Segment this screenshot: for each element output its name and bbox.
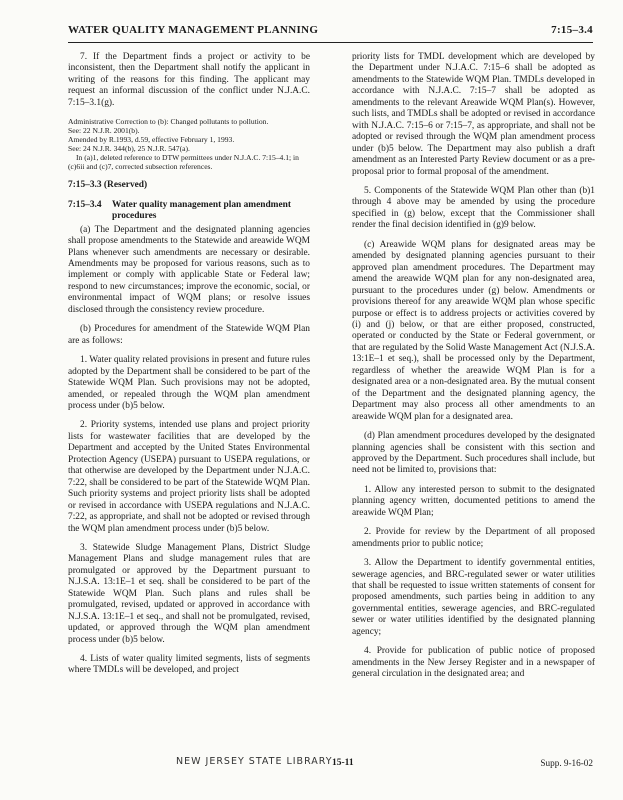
page-footer	[68, 756, 593, 778]
paragraph-b2: 2. Priority systems, intended use plans and project priority lists for wastewater facilities that are developed by the Department and accepted by the United States Environmental Protection Agency (USEPA) pursuant to USEPA regulations, or that otherwise are developed by the Department under N.J.A.C. 7:22, shall be considered to be part of the Statewide WQM Plan. Such priority systems and project priority lists shall be adopted or revised in accordance with USEPA regulations and N.J.A.C. 7:22, as appropriate, and shall not be adopted or revised through the WQM plan amendment process under (b)5 below.	[68, 420, 310, 534]
header-section-number: 7:15–3.4	[551, 24, 593, 36]
header-title: WATER QUALITY MANAGEMENT PLANNING	[68, 24, 319, 36]
paragraph-b1: 1. Water quality related provisions in present and future rules adopted by the Department shall be considered to be part of the Statewide WQM Plan. Such provisions may not be adopted, amended, or repealed through the WQM plan amendment process under (b)5 below.	[68, 355, 310, 411]
section-3-4-heading	[68, 200, 310, 223]
history-notes	[68, 117, 310, 171]
paragraph-b4: 4. Lists of water quality limited segments, lists of segments where TMDLs will be developed, and project	[68, 654, 310, 676]
paragraph-c: (c) Areawide WQM plans for designated areas may be amended by designated planning agencies pursuant to their approved plan amendment procedures. The Department may amend the areawide WQM plan for any non-designated area, pursuant to the procedures under (g) below. Amendments or provisions thereof for any areawide WQM plan whose specific purpose or effect is to address projects or activities covered by (i) and (j) below, or that are either proposed, constructed, operated or conducted by the State or Federal government, or that are regulated by the Solid Waste Management Act (N.J.S.A. 13:1E–1 et seq.), shall be processed only by the Department, regardless of whether the areawide WQM Plan is for a designated area or a non-designated area. By the mutual consent of the Department and the designated planning agency, the Department may also process all other amendments to an areawide WQM plan for a designated area.	[352, 239, 595, 422]
right-column	[352, 52, 595, 689]
paragraph-a: (a) The Department and the designated planning agencies shall propose amendments to the Statewide and areawide WQM Plans whenever such amendments are necessary or desirable. Amendments may be proposed for various reasons, such as to implement or comply with applicable State or Federal law; respond to new circumstances; improve the economic, social, or environmental impact of WQM plans; or resolve issues disclosed through the consistency review procedure.	[68, 224, 310, 315]
paragraph-b4-continued: priority lists for TMDL development which are developed by the Department under N.J.A.C. 7:15–6 shall be adopted as amendments to the Statewide WQM Plan. TMDLs developed in accordance with N.J.A.C. 7:15–7 shall be adopted as amendments to the relevant Areawide WQM Plan(s). However, such lists, and TMDLs shall be adopted or revised in accordance with N.J.A.C. 7:15–6 or 7:15–7, as appropriate, and shall not be adopted or revised through the WQM plan amendment process under (b)5 below. The Department may also publish a draft amendment as an Interested Party Review document or as a pre-proposal prior to formal proposal of the amendment.	[352, 52, 595, 177]
history-note: Amended by R.1993, d.59, effective February 1, 1993.	[68, 135, 235, 145]
paragraph-d3: 3. Allow the Department to identify governmental entities, sewerage agencies, and BRC-regulated sewer or water utilities that shall be requested to issue written statements of consent for proposed amendments, such parties being in addition to any governmental entities, sewerage agencies, and BRC-regulated sewer or water utilities identified by the designated planning agency;	[352, 558, 595, 637]
paragraph-d2: 2. Provide for review by the Department of all proposed amendments prior to public notice;	[352, 527, 595, 549]
section-title: Water quality management plan amendment procedures	[112, 199, 291, 222]
page-number: 15-11	[332, 758, 354, 768]
history-note: See: 22 N.J.R. 2001(b).	[68, 126, 140, 136]
paragraph-b3: 3. Statewide Sludge Management Plans, District Sludge Management Plans and sludge management rules that are promulgated or approved by the Department pursuant to N.J.S.A. 13:1E–1 et seq. shall be considered to be part of the Statewide WQM Plan. Such plans and rules shall be promulgated, revised, updated or approved in accordance with N.J.S.A. 13:1E–1 et seq., and shall not be promulgated, revised, updated, or approved through the WQM plan amendment process under (b)5 below.	[68, 542, 310, 645]
paragraph-d1: 1. Allow any interested person to submit to the designated planning agency written, documented petitions to amend the areawide WQM Plan;	[352, 484, 595, 518]
paragraph-b: (b) Procedures for amendment of the Statewide WQM Plan are as follows:	[68, 324, 310, 346]
paragraph-d: (d) Plan amendment procedures developed by the designated planning agencies shall be consistent with this section and approved by the Department. Such procedures shall include, but need not be limited to, provisions that:	[352, 431, 595, 476]
section-3-3-heading: 7:15–3.3 (Reserved)	[68, 180, 148, 191]
section-number: 7:15–3.4	[68, 199, 102, 210]
history-note: See: 24 N.J.R. 344(b), 25 N.J.R. 547(a).	[68, 144, 190, 154]
left-column	[68, 52, 310, 685]
history-note: In (a)1, deleted reference to DTW permittees under N.J.A.C. 7:15–4.1; in (c)6ii and (c)7, corrected subsection references.	[68, 153, 299, 172]
library-stamp: NEW JERSEY STATE LIBRARY	[176, 756, 333, 767]
running-header	[68, 20, 593, 43]
supplement-date: Supp. 9-16-02	[540, 758, 593, 768]
paragraph-d4: 4. Provide for publication of public notice of proposed amendments in the New Jersey Register and in a newspaper of general circulation in the designated area; and	[352, 646, 595, 680]
paragraph-7: 7. If the Department finds a project or activity to be inconsistent, then the Department shall notify the applicant in writing of the reasons for this finding. The applicant may request an informal discussion of the conflict under N.J.A.C. 7:15–3.1(g).	[68, 52, 310, 108]
history-note: Administrative Correction to (b): Changed pollutants to pollution.	[68, 117, 269, 127]
paragraph-b5: 5. Components of the Statewide WQM Plan other than (b)1 through 4 above may be amended by using the procedure specified in (g) below, except that the Commissioner shall render the final decision identified in (g)9 below.	[352, 185, 595, 231]
